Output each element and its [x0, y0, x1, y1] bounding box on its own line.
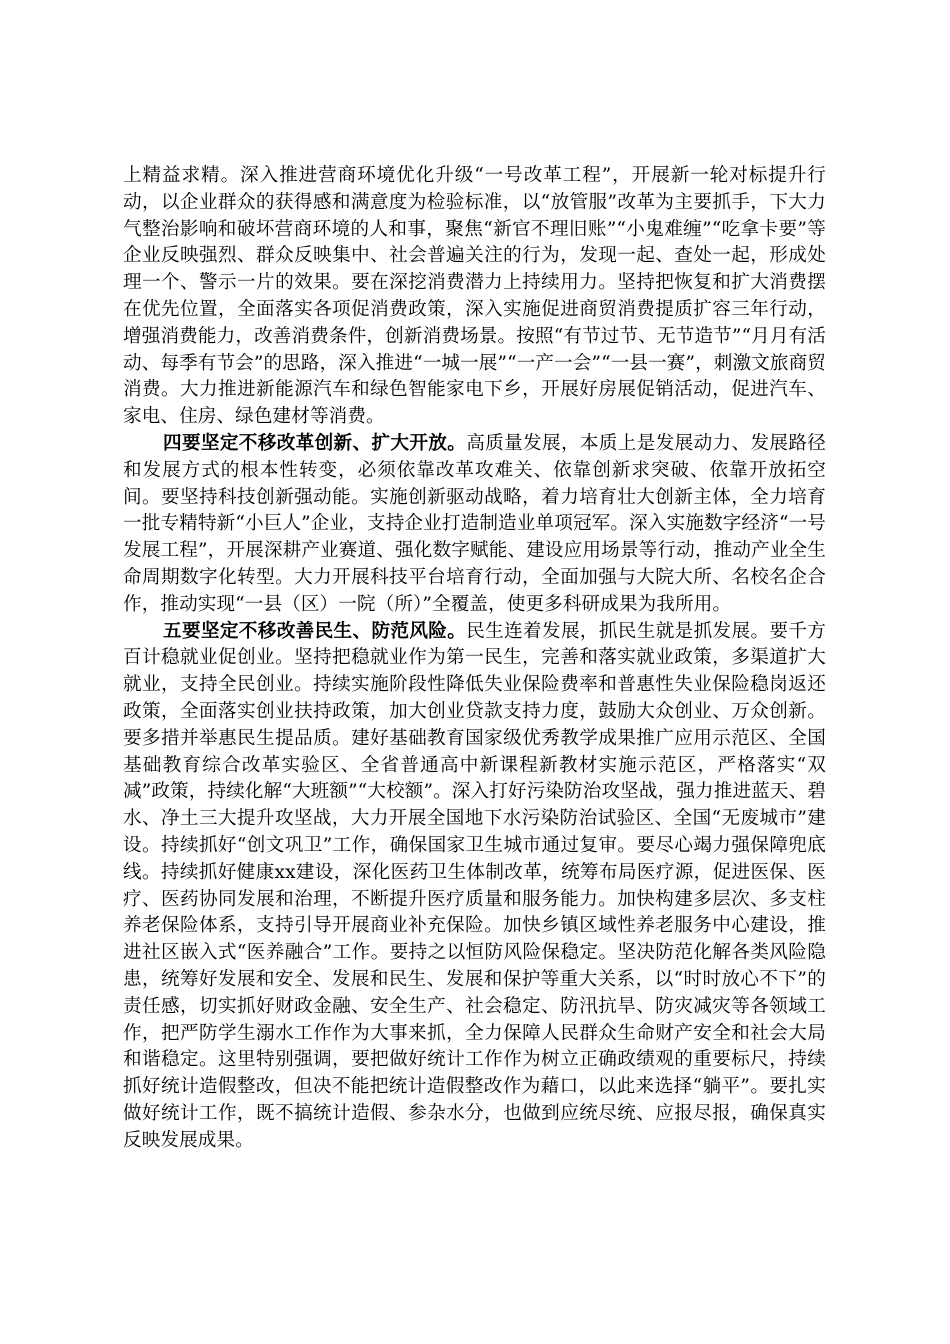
paragraph-heading: 四要坚定不移改革创新、扩大开放。 [163, 432, 467, 454]
paragraph-heading: 五要坚定不移改善民生、防范风险。 [163, 620, 467, 642]
paragraph-livelihood-risk [123, 619, 826, 1155]
paragraph-text: 高质量发展，本质上是发展动力、发展路径和发展方式的根本性转变，必须依靠改革攻难关、依靠创新求突破、依靠开放拓空间。要坚持科技创新强动能。实施创新驱动战略，着力培育壮大创新主体，全力培育一批专精特新“小巨人”企业，支持企业打造制造业单项冠军。深入实施数字经济“一号发展工程”，开展深耕产业赛道、强化数字赋能、建设应用场景等行动，推动产业全生命周期数字化转型。大力开展科技平台培育行动，全面加强与大院大所、名校名企合作，推动实现“一县（区）一院（所）”全覆盖，使更多科研成果为我所用。 [123, 432, 826, 615]
paragraph-text: 上精益求精。深入推进营商环境优化升级“一号改革工程”，开展新一轮对标提升行动，以企业群众的获得感和满意度为检验标准，以“放管服”改革为主要抓手，下大力气整治影响和破坏营商环境的人和事，聚焦“新官不理旧账”“小鬼难缠”“吃拿卡要”等企业反映强烈、群众反映集中、社会普遍关注的行为，发现一起、查处一起，形成处理一个、警示一片的效果。要在深挖消费潜力上持续用力。坚持把恢复和扩大消费摆在优先位置，全面落实各项促消费政策，深入实施促进商贸消费提质扩容三年行动，增强消费能力，改善消费条件，创新消费场景。按照“有节过节、无节造节”“月月有活动、每季有节会”的思路，深入推进“一城一展”“一产一会”“一县一赛”，刺激文旅商贸消费。大力推进新能源汽车和绿色智能家电下乡，开展好房展促销活动，促进汽车、家电、住房、绿色建材等消费。 [123, 165, 826, 428]
paragraph-consumption [123, 163, 826, 431]
document-page [123, 163, 826, 1154]
paragraph-text: 民生连着发展，抓民生就是抓发展。要千方百计稳就业促创业。坚持把稳就业作为第一民生，完善和落实就业政策，多渠道扩大就业，支持全民创业。持续实施阶段性降低失业保险费率和普惠性失业保险稳岗返还政策，全面落实创业扶持政策，加大创业贷款支持力度，鼓励大众创业、万众创新。要多措并举惠民生提品质。建好基础教育国家级优秀教学成果推广应用示范区、全国基础教育综合改革实验区、全省普通高中新课程新教材实施示范区，严格落实“双减”政策，持续化解“大班额”“大校额”。深入打好污染防治攻坚战，强力推进蓝天、碧水、净土三大提升攻坚战，大力开展全国地下水污染防治试验区、全国“无废城市”建设。持续抓好“创文巩卫”工作，确保国家卫生城市通过复审。要尽心竭力强保障兜底线。持续抓好健康xx建设，深化医药卫生体制改革，统筹布局医疗源，促进医保、医疗、医药协同发展和治理，不断提升医疗质量和服务能力。加快构建多层次、多支柱养老保险体系，支持引导开展商业补充保险。加快乡镇区域性养老服务中心建设，推进社区嵌入式“医养融合”工作。要持之以恒防风险保稳定。坚决防范化解各类风险隐患，统筹好发展和安全、发展和民生、发展和保护等重大关系，以“时时放心不下”的责任感，切实抓好财政金融、安全生产、社会稳定、防汛抗旱、防灾减灾等各领域工作，把严防学生溺水工作作为大事来抓，全力保障人民群众生命财产安全和社会大局和谐稳定。这里特别强调，要把做好统计工作作为树立正确政绩观的重要标尺，持续抓好统计造假整改，但决不能把统计造假整改作为藉口，以此来选择“躺平”。要扎实做好统计工作，既不搞统计造假、参杂水分，也做到应统尽统、应报尽报，确保真实反映发展成果。 [123, 620, 826, 1151]
paragraph-reform-innovation [123, 431, 826, 619]
